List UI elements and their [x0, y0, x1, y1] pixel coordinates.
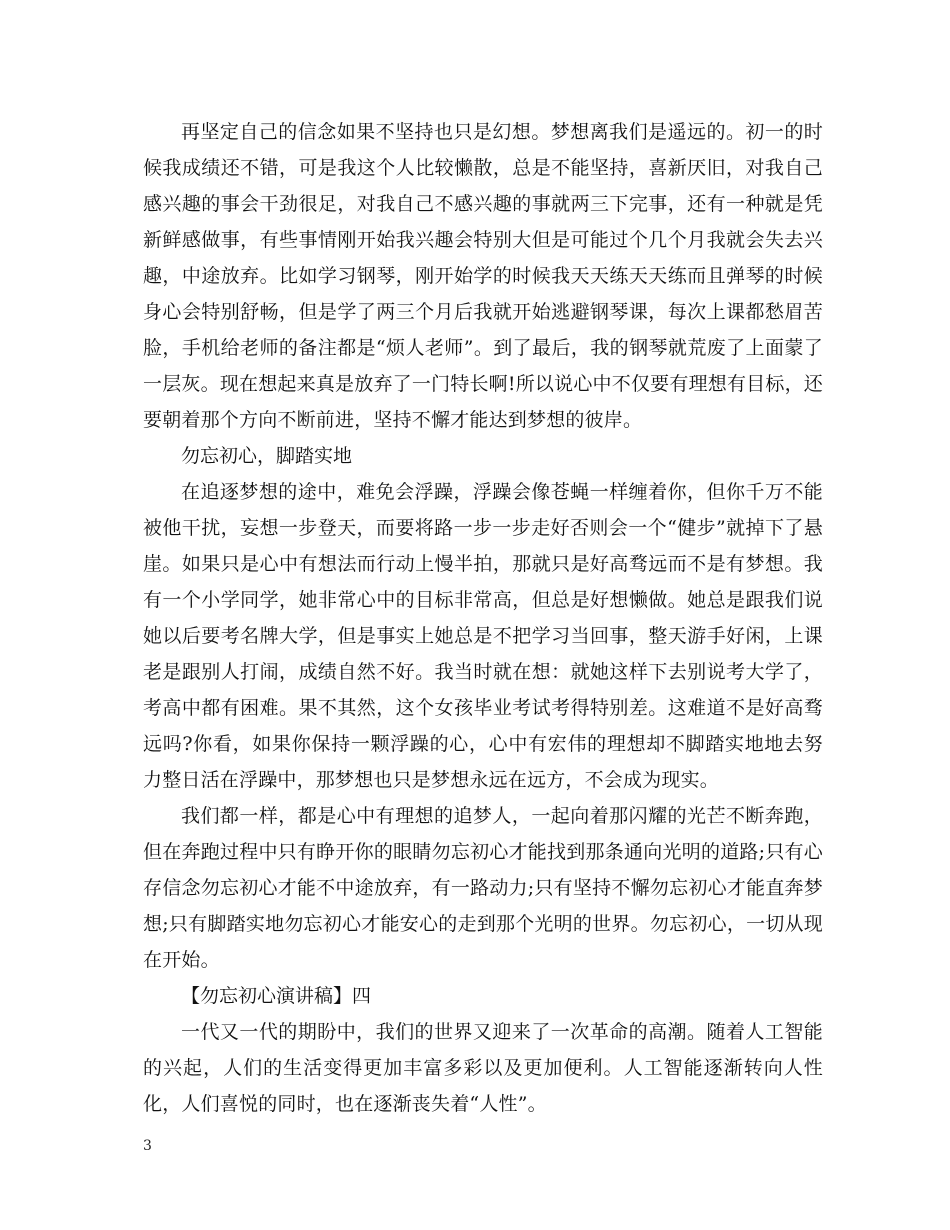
section-heading-down-to-earth: 勿忘初心，脚踏实地: [181, 445, 353, 467]
paragraph-perseverance: 再坚定自己的信念如果不坚持也只是幻想。梦想离我们是遥远的。初一的时候我成绩还不错，可是我这个人比较懒散，总是不能坚持，喜新厌旧，对我自己感兴趣的事会干劲很足，对我自己不感兴趣的事就两三下完事，还有一种就是凭新鲜感做事，有些事情刚开始我兴趣会特别大但是可能过个几个月我就会失去兴趣，中途放弃。比如学习钢琴，刚开始学的时候我天天练天天练而且弹琴的时候身心会特别舒畅，但是学了两三个月后我就开始逃避钢琴课，每次上课都愁眉苦脸，手机给老师的备注都是“烦人老师”。到了最后，我的钢琴就荒废了上面蒙了一层灰。现在想起来真是放弃了一门特长啊!所以说心中不仅要有理想有目标，还要朝着那个方向不断前进，坚持不懈才能达到梦想的彼岸。: [143, 121, 823, 431]
page-number: 3: [143, 1138, 152, 1154]
document-body: [143, 114, 823, 1122]
paragraph-dream-chasers: 我们都一样，都是心中有理想的追梦人，一起向着那闪耀的光芒不断奔跑，但在奔跑过程中只有睁开你的眼睛勿忘初心才能找到那条通向光明的道路;只有心存信念勿忘初心才能不中途放弃，有一路动力;只有坚持不懈勿忘初心才能直奔梦想;只有脚踏实地勿忘初心才能安心的走到那个光明的世界。勿忘初心，一切从现在开始。: [143, 805, 823, 971]
paragraph-impetuousness: 在追逐梦想的途中，难免会浮躁，浮躁会像苍蝇一样缠着你，但你千万不能被他干扰，妄想一步登天，而要将路一步一步走好否则会一个“健步”就掉下了悬崖。如果只是心中有想法而行动上慢半拍，那就只是好高骛远而不是有梦想。我有一个小学同学，她非常心中的目标非常高，但总是好想懒做。她总是跟我们说她以后要考名牌大学，但是事实上她总是不把学习当回事，整天游手好闲，上课老是跟别人打闹，成绩自然不好。我当时就在想：就她这样下去别说考大学了，考高中都有困难。果不其然，这个女孩毕业考试考得特别差。这难道不是好高骛远吗?你看，如果你保持一颗浮躁的心，心中有宏伟的理想却不脚踏实地地去努力整日活在浮躁中，那梦想也只是梦想永远在远方，不会成为现实。: [143, 481, 823, 791]
section-heading-speech-four: 【勿忘初心演讲稿】四: [181, 985, 372, 1007]
paragraph-artificial-intelligence: 一代又一代的期盼中，我们的世界又迎来了一次革命的高潮。随着人工智能的兴起，人们的生活变得更加丰富多彩以及更加便利。人工智能逐渐转向人性化，人们喜悦的同时，也在逐渐丧失着“人性”。: [143, 1021, 823, 1115]
